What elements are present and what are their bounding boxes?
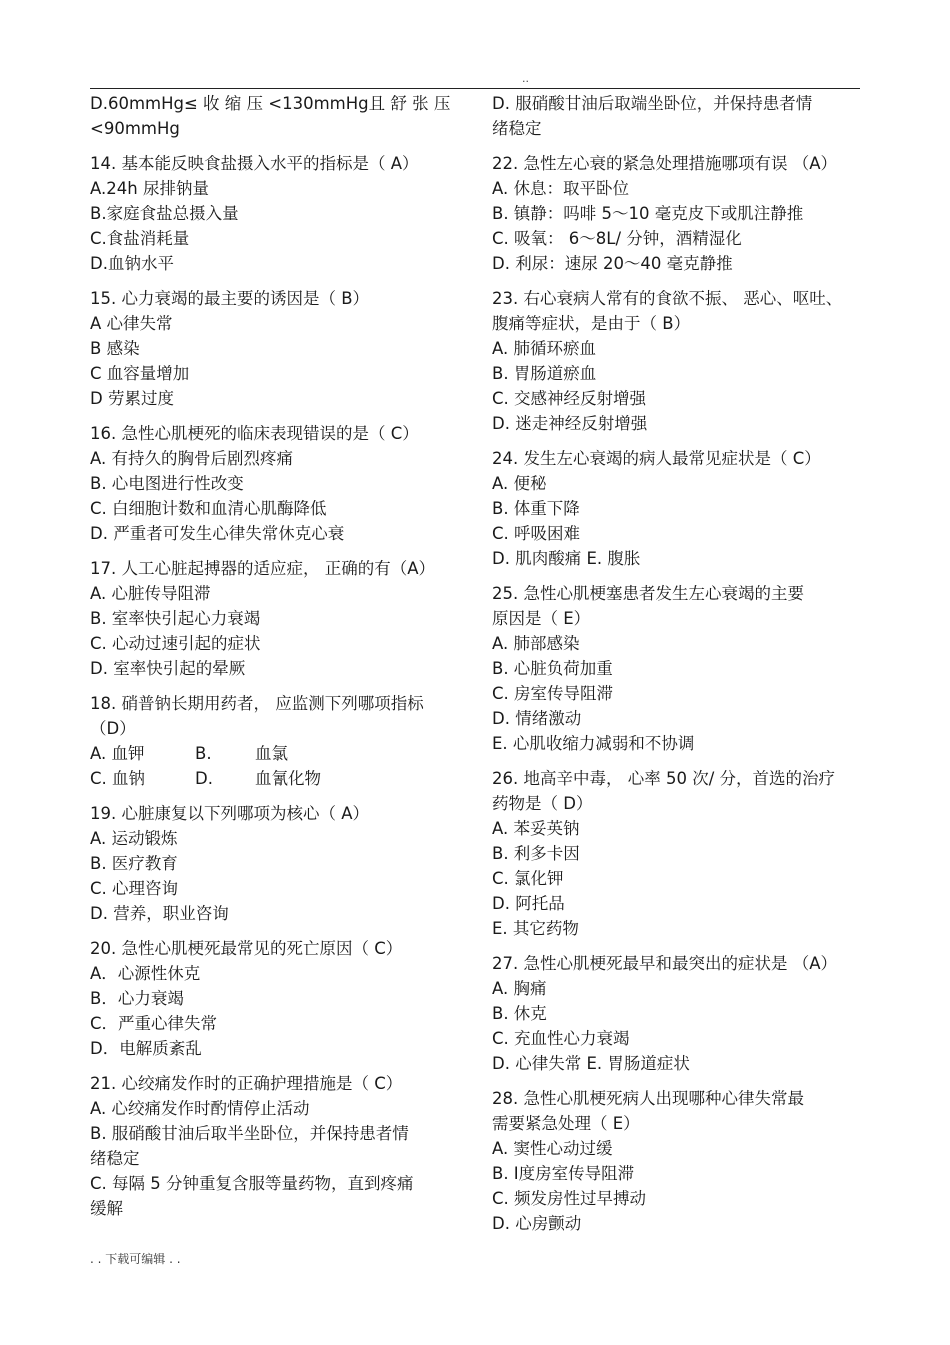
question-block [90,151,462,276]
question-text: 20. 急性心肌梗死最常见的死亡原因（ C） [90,939,403,958]
question-line: A. 肺部感染 [492,634,580,653]
page-footer: . . 下载可编辑 . . [90,1252,181,1266]
question-line: C. 房室传导阻滞 [492,684,614,703]
question-line: C. 每隔 5 分钟重复含服等量药物，直到疼痛 [90,1174,414,1193]
question-line: B．心力衰竭 [90,989,184,1008]
question-line: B. 医疗教育 [90,854,178,873]
header-mark: .. [522,72,529,85]
question-line: B. 胃肠道瘀血 [492,364,597,383]
question-line: C.食盐消耗量 [90,229,190,248]
question-text: 24. 发生左心衰竭的病人最常见症状是（ C） [492,449,821,468]
question-line: A. 便秘 [492,474,547,493]
question-text: 22. 急性左心衰的紧急处理措施哪项有误 （A） [492,154,838,173]
question-text: 27. 急性心肌梗死最早和最突出的症状是 （A） [492,954,838,973]
question-block [90,691,462,791]
option-row [90,766,462,791]
question-line: 需要紧急处理（ E） [492,1114,640,1133]
option-cell: 血氯 [255,744,288,763]
question-line: B 感染 [90,339,140,358]
question-block [90,286,462,411]
question-text: 19. 心脏康复以下列哪项为核心（ A） [90,804,370,823]
option-cell: B. [195,744,212,763]
question-line: B. 室率快引起心力衰竭 [90,609,261,628]
question-block [90,91,462,141]
question-text: 17. 人工心脏起搏器的适应症， 正确的有（A） [90,559,436,578]
question-line: C 血容量增加 [90,364,190,383]
question-block [492,951,864,1076]
question-block [90,1071,462,1221]
question-line: A. 苯妥英钠 [492,819,580,838]
question-line: B. 心脏负荷加重 [492,659,613,678]
question-line: C. 充血性心力衰竭 [492,1029,630,1048]
question-line: B. 体重下降 [492,499,580,518]
option-cell: A. 血钾 [90,744,145,763]
question-block [492,151,864,276]
question-line: C. 心理咨询 [90,879,179,898]
left-column [90,91,462,1231]
option-cell: 血氰化物 [255,769,321,788]
question-line: 绪稳定 [492,119,542,138]
question-line: 腹痛等症状，是由于（ B） [492,314,691,333]
question-line: 药物是（ D） [492,794,593,813]
question-block [492,446,864,571]
question-block [492,1086,864,1236]
question-line: A. 有持久的胸骨后剧烈疼痛 [90,449,293,468]
question-line: D．电解质紊乱 [90,1039,202,1058]
question-line: 原因是（ E） [492,609,591,628]
question-line: A. 窦性心动过缓 [492,1139,613,1158]
option-row [90,741,462,766]
question-text: 21. 心绞痛发作时的正确护理措施是（ C） [90,1074,403,1093]
question-text: 25. 急性心肌梗塞患者发生左心衰竭的主要 [492,584,804,603]
question-line: C. 吸氧： 6～8L/ 分钟，酒精湿化 [492,229,742,248]
question-line: <90mmHg [90,119,180,138]
question-line: A.24h 尿排钠量 [90,179,209,198]
question-line: D 劳累过度 [90,389,174,408]
question-line: A 心律失常 [90,314,173,333]
question-line: D. 肌肉酸痛 E. 腹胀 [492,549,641,568]
question-block [492,286,864,436]
question-line: A. 心脏传导阻滞 [90,584,211,603]
question-text: 26. 地高辛中毒， 心率 50 次/ 分，首选的治疗 [492,769,836,788]
question-line: A. 心绞痛发作时酌情停止活动 [90,1099,310,1118]
question-text: 14. 基本能反映食盐摄入水平的指标是（ A） [90,154,419,173]
question-line: （D） [90,719,136,738]
question-block [90,801,462,926]
question-line: A．心源性休克 [90,964,201,983]
question-line: B. Ⅰ度房室传导阻滞 [492,1164,635,1183]
question-text: D.60mmHg≤ 收 缩 压 <130mmHg且 舒 张 压 [90,94,451,113]
question-line: A. 胸痛 [492,979,547,998]
question-line: D. 严重者可发生心律失常休克心衰 [90,524,345,543]
question-line: D. 阿托品 [492,894,565,913]
question-line: C. 氯化钾 [492,869,564,888]
question-line: A. 运动锻炼 [90,829,178,848]
question-block [492,581,864,756]
question-line: D.血钠水平 [90,254,174,273]
question-line: 绪稳定 [90,1149,140,1168]
question-line: A. 肺循环瘀血 [492,339,596,358]
question-line: D. 迷走神经反射增强 [492,414,648,433]
question-line: C. 交感神经反射增强 [492,389,647,408]
question-block [90,421,462,546]
question-line: A. 休息：取平卧位 [492,179,629,198]
question-text: 28. 急性心肌梗死病人出现哪种心律失常最 [492,1089,804,1108]
question-block [90,936,462,1061]
question-line: E. 其它药物 [492,919,579,938]
question-block [492,766,864,941]
question-text: 23. 右心衰病人常有的食欲不振、 恶心、呕吐、 [492,289,843,308]
question-line: C. 心动过速引起的症状 [90,634,261,653]
question-text: 16. 急性心肌梗死的临床表现错误的是（ C） [90,424,419,443]
question-line: B. 镇静：吗啡 5～10 毫克皮下或肌注静推 [492,204,804,223]
question-line: D. 营养，职业咨询 [90,904,229,923]
question-line: B.家庭食盐总摄入量 [90,204,239,223]
question-block [492,91,864,141]
question-line: B. 休克 [492,1004,547,1023]
question-line: D. 心房颤动 [492,1214,582,1233]
question-line: B. 利多卡因 [492,844,580,863]
question-line: B. 心电图进行性改变 [90,474,244,493]
question-line: C. 频发房性过早搏动 [492,1189,647,1208]
question-text: 18. 硝普钠长期用药者， 应监测下列哪项指标 [90,694,424,713]
right-column [492,91,864,1246]
question-text: 15. 心力衰竭的最主要的诱因是（ B） [90,289,370,308]
question-line: D. 利尿：速尿 20～40 毫克静推 [492,254,733,273]
option-cell: D. [195,769,213,788]
header-rule [90,88,860,89]
option-cell: C. 血钠 [90,769,146,788]
question-line: C. 白细胞计数和血清心肌酶降低 [90,499,327,518]
question-line: E. 心肌收缩力减弱和不协调 [492,734,695,753]
question-line: 缓解 [90,1199,123,1218]
question-text: D. 服硝酸甘油后取端坐卧位，并保持患者情 [492,94,813,113]
question-line: C. 呼吸困难 [492,524,581,543]
question-line: D. 室率快引起的晕厥 [90,659,246,678]
question-line: D. 心律失常 E. 胃肠道症状 [492,1054,690,1073]
question-block [90,556,462,681]
question-line: C．严重心律失常 [90,1014,218,1033]
question-line: B. 服硝酸甘油后取半坐卧位，并保持患者情 [90,1124,409,1143]
question-line: D. 情绪激动 [492,709,582,728]
